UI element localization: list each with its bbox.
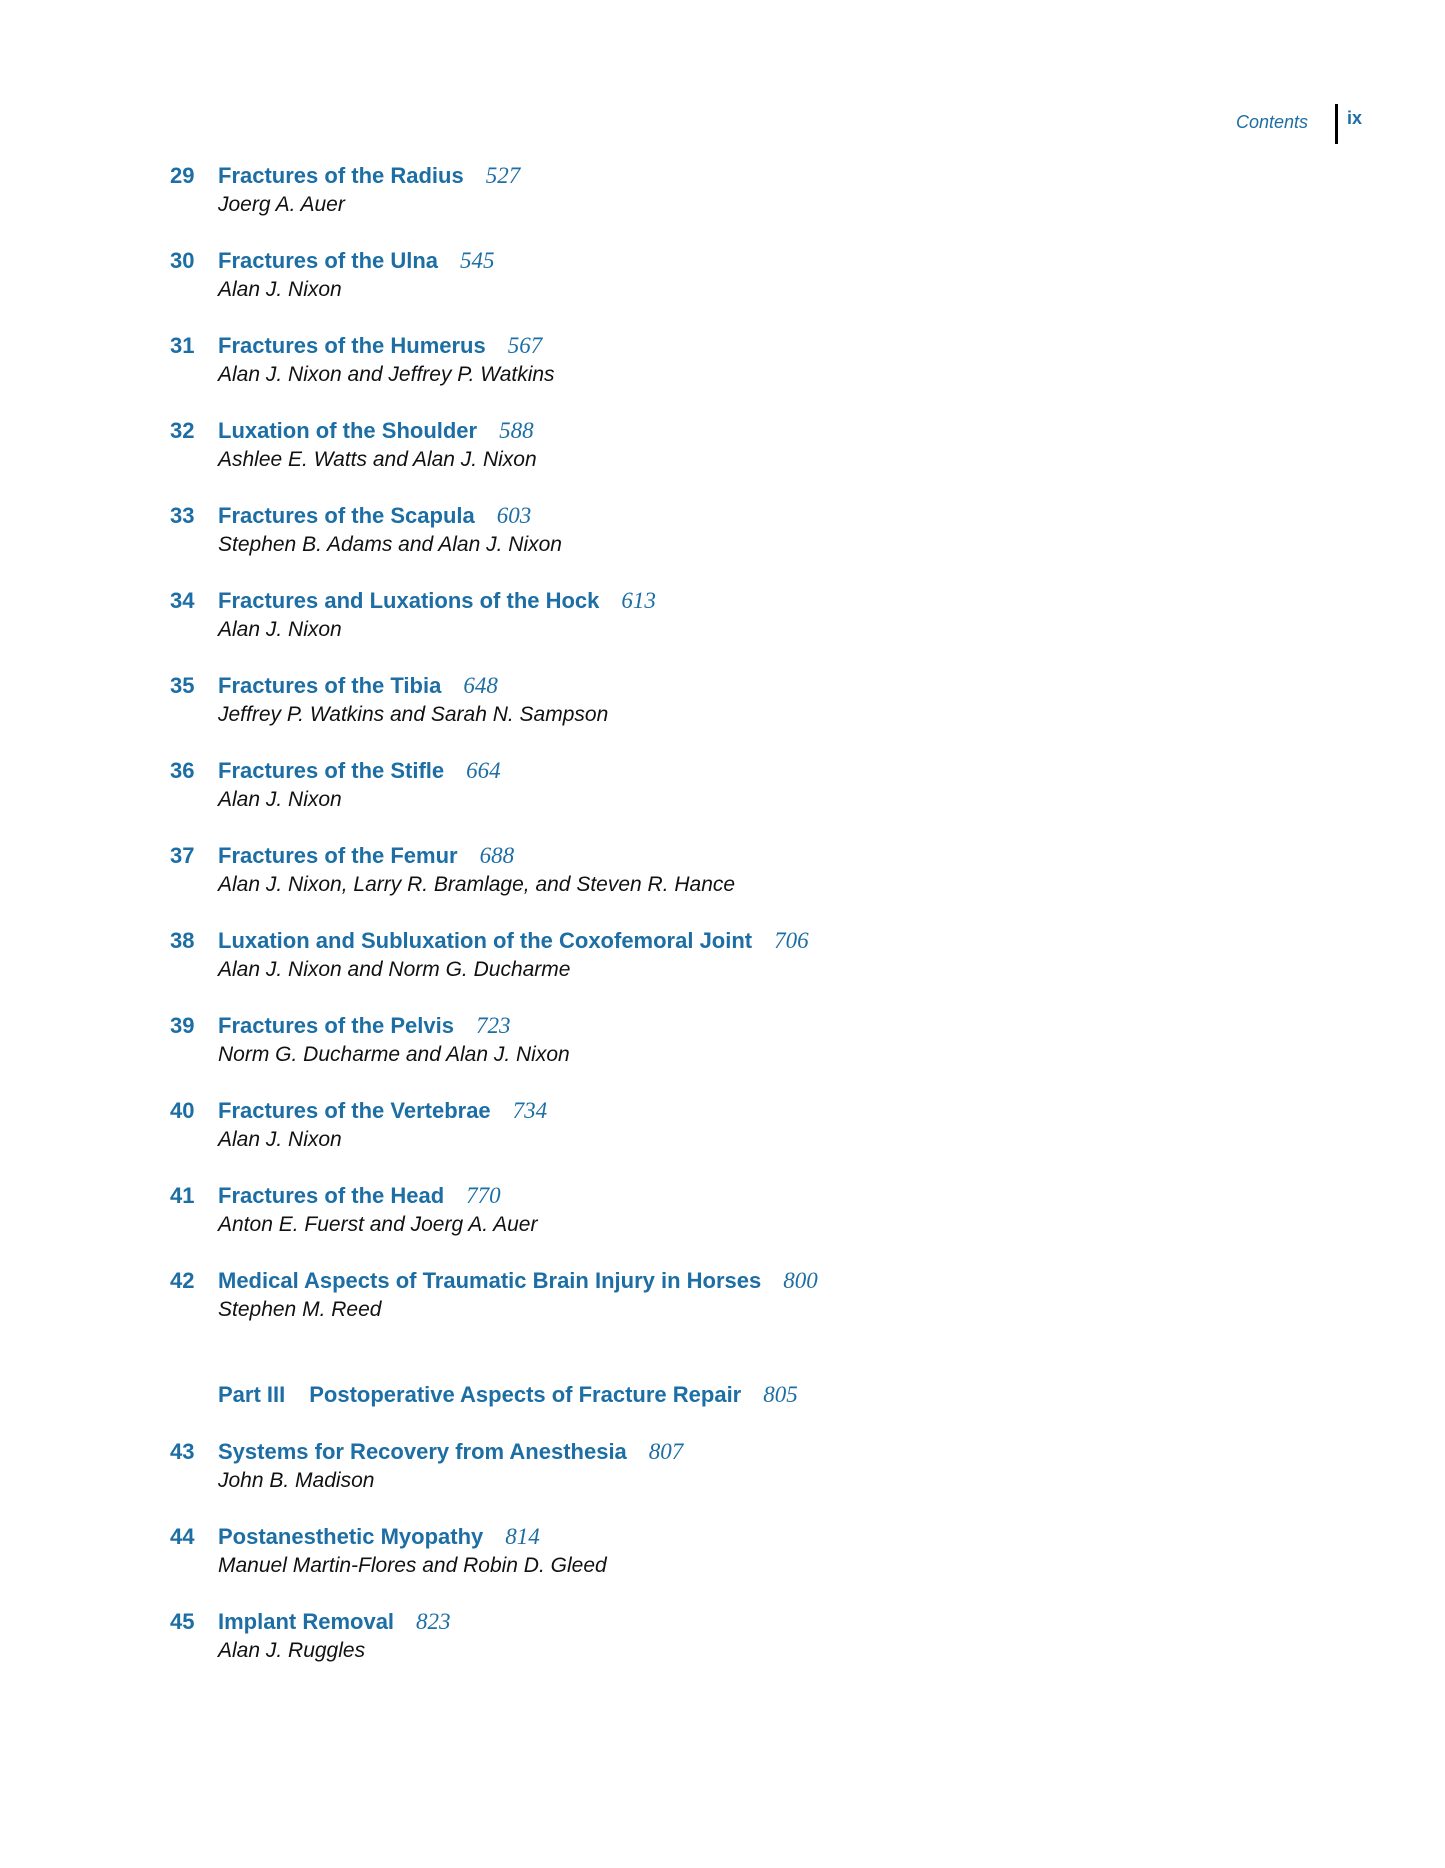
toc-entry[interactable] [0, 1438, 1000, 1502]
chapter-number: 38 [170, 928, 195, 953]
toc-entry[interactable] [0, 672, 1000, 736]
page-folio: ix [1347, 108, 1363, 128]
chapter-title[interactable]: Fractures of the Radius [218, 163, 464, 188]
toc-entry[interactable] [0, 502, 1000, 566]
chapter-number: 44 [170, 1524, 195, 1549]
chapter-authors: Manuel Martin-Flores and Robin D. Gleed [218, 1554, 607, 1577]
chapter-number: 43 [170, 1439, 195, 1464]
chapter-title[interactable]: Systems for Recovery from Anesthesia [218, 1439, 627, 1464]
toc-entry[interactable] [0, 247, 1000, 311]
chapter-title[interactable]: Fractures of the Pelvis [218, 1013, 454, 1038]
toc-entry[interactable] [0, 587, 1000, 651]
chapter-number: 36 [170, 758, 195, 783]
chapter-page[interactable]: 814 [505, 1524, 540, 1549]
chapter-number: 30 [170, 248, 195, 273]
chapter-title[interactable]: Luxation of the Shoulder [218, 418, 478, 443]
chapter-title[interactable]: Fractures of the Vertebrae [218, 1098, 491, 1123]
chapter-page[interactable]: 664 [466, 758, 501, 783]
chapter-title[interactable]: Fractures of the Humerus [218, 333, 486, 358]
chapter-authors: Alan J. Nixon and Norm G. Ducharme [218, 958, 571, 981]
chapter-page[interactable]: 567 [507, 333, 543, 358]
toc-entry[interactable] [0, 162, 1000, 226]
chapter-page[interactable]: 648 [463, 673, 498, 698]
chapter-page[interactable]: 734 [512, 1098, 548, 1123]
chapter-authors: Norm G. Ducharme and Alan J. Nixon [218, 1043, 570, 1066]
chapter-authors: Alan J. Nixon and Jeffrey P. Watkins [218, 363, 555, 386]
part-heading[interactable] [218, 1381, 798, 1412]
chapter-title[interactable]: Fractures of the Femur [218, 843, 458, 868]
part-page[interactable]: 805 [763, 1382, 798, 1407]
chapter-authors: Alan J. Nixon, Larry R. Bramlage, and Steven R. Hance [218, 873, 736, 896]
chapter-title[interactable]: Fractures and Luxations of the Hock [218, 588, 600, 613]
chapter-page[interactable]: 545 [460, 248, 495, 273]
chapter-number: 37 [170, 843, 195, 868]
part-title[interactable]: Postoperative Aspects of Fracture Repair [309, 1382, 742, 1407]
chapter-title[interactable]: Fractures of the Tibia [218, 673, 442, 698]
chapter-title[interactable]: Implant Removal [218, 1609, 395, 1634]
running-head-section: Contents [1235, 112, 1308, 132]
chapter-page[interactable]: 770 [466, 1183, 501, 1208]
part-label: Part III [218, 1382, 286, 1407]
chapter-page[interactable]: 588 [499, 418, 534, 443]
chapter-authors: Stephen B. Adams and Alan J. Nixon [218, 533, 562, 556]
chapter-number: 41 [170, 1183, 195, 1208]
chapter-page[interactable]: 688 [479, 843, 515, 868]
chapter-number: 45 [170, 1609, 195, 1634]
chapter-number: 31 [170, 333, 195, 358]
toc-entry[interactable] [0, 1523, 1000, 1587]
chapter-title[interactable]: Fractures of the Ulna [218, 248, 439, 273]
chapter-authors: John B. Madison [218, 1469, 375, 1492]
toc-entry[interactable] [0, 417, 1000, 481]
toc-entry[interactable] [0, 1182, 1000, 1246]
chapter-page[interactable]: 800 [783, 1268, 818, 1293]
chapter-title[interactable]: Fractures of the Head [218, 1183, 445, 1208]
chapter-number: 40 [170, 1098, 195, 1123]
chapter-number: 35 [170, 673, 195, 698]
toc-entry[interactable] [0, 332, 1000, 396]
toc-entry[interactable] [0, 1267, 1000, 1331]
chapter-authors: Alan J. Ruggles [218, 1639, 366, 1662]
chapter-title[interactable]: Medical Aspects of Traumatic Brain Injury in Horses [218, 1268, 762, 1293]
toc-entry[interactable] [0, 757, 1000, 821]
chapter-page[interactable]: 823 [416, 1609, 451, 1634]
chapter-title[interactable]: Fractures of the Scapula [218, 503, 475, 528]
toc-entry[interactable] [0, 1608, 1000, 1672]
toc-entry[interactable] [0, 1012, 1000, 1076]
toc-entry[interactable] [0, 927, 1000, 991]
chapter-page[interactable]: 723 [475, 1013, 511, 1038]
chapter-page[interactable]: 706 [774, 928, 809, 953]
chapter-number: 33 [170, 503, 195, 528]
chapter-title[interactable]: Fractures of the Stifle [218, 758, 445, 783]
chapter-authors: Alan J. Nixon [218, 788, 342, 811]
toc-entry[interactable] [0, 1097, 1000, 1161]
chapter-authors: Anton E. Fuerst and Joerg A. Auer [218, 1213, 538, 1236]
chapter-number: 34 [170, 588, 195, 613]
chapter-title[interactable]: Postanesthetic Myopathy [218, 1524, 484, 1549]
toc-entry[interactable] [0, 842, 1000, 906]
chapter-number: 29 [170, 163, 195, 188]
chapter-number: 32 [170, 418, 195, 443]
chapter-authors: Jeffrey P. Watkins and Sarah N. Sampson [218, 703, 609, 726]
chapter-authors: Joerg A. Auer [218, 193, 345, 216]
chapter-title[interactable]: Luxation and Subluxation of the Coxofemoral Joint [218, 928, 753, 953]
chapter-authors: Alan J. Nixon [218, 1128, 342, 1151]
chapter-authors: Alan J. Nixon [218, 618, 342, 641]
chapter-page[interactable]: 613 [621, 588, 656, 613]
chapter-authors: Stephen M. Reed [218, 1298, 382, 1321]
chapter-authors: Alan J. Nixon [218, 278, 342, 301]
chapter-page[interactable]: 603 [496, 503, 532, 528]
chapter-page[interactable]: 527 [485, 163, 521, 188]
chapter-page[interactable]: 807 [648, 1439, 684, 1464]
chapter-number: 39 [170, 1013, 195, 1038]
chapter-number: 42 [170, 1268, 195, 1293]
chapter-authors: Ashlee E. Watts and Alan J. Nixon [218, 448, 537, 471]
